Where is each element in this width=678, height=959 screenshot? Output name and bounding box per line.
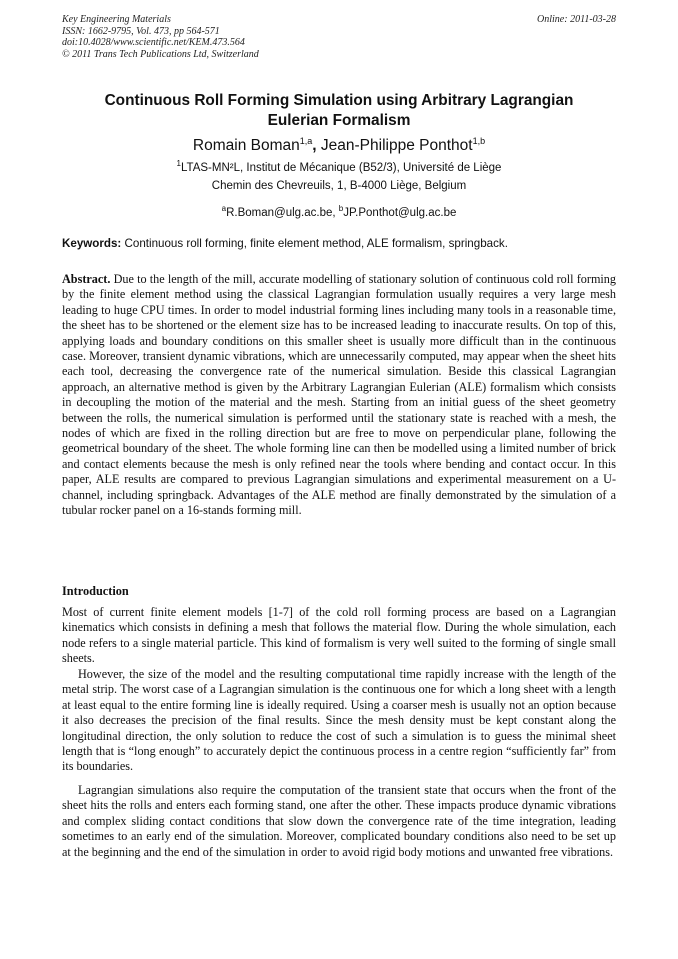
- affiliation-text: LTAS-MN²L, Institut de Mécanique (B52/3), Université de Liège: [181, 161, 502, 174]
- abstract: [62, 272, 616, 519]
- doi-line: doi:10.4028/www.scientific.net/KEM.473.564: [62, 37, 245, 48]
- copyright-line: © 2011 Trans Tech Publications Ltd, Switzerland: [62, 48, 259, 60]
- title-line-2: Eulerian Formalism: [267, 112, 411, 129]
- online-date: Online: 2011-03-28: [537, 14, 616, 25]
- section-heading: Introduction: [62, 584, 129, 598]
- email-superscript: b: [338, 204, 344, 213]
- email-superscript: a: [221, 204, 227, 213]
- author-name: Jean-Philippe Ponthot: [320, 137, 473, 155]
- email-link[interactable]: JP.Ponthot@ulg.ac.be: [343, 206, 457, 219]
- intro-paragraph-2: However, the size of the model and the resulting computational time rapidly increase with the length of the metal strip. The worst case of a Lagrangian simulation is the continuous one for which a long sheet with a length at least equal to the entire forming line is ideally required. Using a coarser mesh is usually not an option because it also decreases the precision of the final results. Since the mesh density must be kept constant along the longitudinal direction, the only solution to reduce the cost of such a simulation is to guess the minimal sheet length that is “long enough” to accurately depict the continuous process in a centre region “sufficiently far” from its boundaries.: [62, 667, 616, 774]
- abstract-text: Due to the length of the mill, accurate modelling of stationary solution of continuous cold roll forming by the finite element method using the classical Lagrangian formulation usually requires a very large mesh leading to huge CPU times. In order to model industrial forming lines including many tools in a reasonable time, the sheet has to be shortened or the element size has to be increased leading to inaccurate results. On top of this, applying loads and boundary conditions on this smaller sheet is usually more difficult than in the continuous case. Moreover, transient dynamic vibrations, which are unnecessarily computed, may appear when the sheet hits each tool, decreasing the convergence rate of the numerical simulation. Beside this classical Lagrangian approach, an alternative method is given by the Arbitrary Lagrangian Eulerian (ALE) formalism which consists in decoupling the motion of the material and the mesh. Starting from an initial guess of the sheet geometry between the rolls, the numerical simulation is performed until the stationary state is reached with a mesh, the nodes of which are fixed in the rolling direction but are free to move on perpendicular plane, following the geometrical boundary of the sheet. The whole forming line can then be modelled using a limited number of brick and contact elements because the mesh is only refined near the tools where bending and contact occur. In this paper, ALE results are compared to previous Lagrangian simulations and experimental measurement on a U-channel, including springback. Advantages of the ALE method are finally demonstrated by the simulation of a tubular rocker panel on a 16-stands forming mill.: [62, 272, 616, 518]
- email-line: [62, 201, 616, 221]
- author-separator: ,: [312, 137, 321, 155]
- intro-paragraph-3: Lagrangian simulations also require the computation of the transient state that occurs when the front of the sheet hits the rolls and enters each forming stand, one after the other. These impacts produce dynamic vibrations and complex sliding contact conditions that slow down the convergence rate of the time integration, leading sometimes to an early end of the simulation. Moreover, complicated boundary conditions also need to be set up at the beginning and the end of the simulation in order to avoid rigid body motions and unwanted free vibrations.: [62, 783, 616, 859]
- affiliation-superscript: 1: [176, 159, 181, 168]
- intro-paragraph-1: Most of current finite element models [1-7] of the cold roll forming process are based on a Lagrangian kinematics which consists in defining a mesh that follows the material flow. During the whole simulation, each node refers to a single material particle. This kind of formalism is very well suited to the forming of single small sheets.: [62, 605, 616, 666]
- keywords-label: Keywords:: [62, 237, 122, 250]
- affiliation-line-1: [62, 156, 616, 176]
- email-link[interactable]: R.Boman@ulg.ac.be,: [226, 206, 339, 219]
- abstract-label: Abstract.: [62, 272, 111, 286]
- author-name: Romain Boman: [192, 137, 300, 155]
- paper-title: [62, 91, 616, 131]
- journal-name: Key Engineering Materials: [62, 14, 171, 25]
- author-superscript: 1,a: [299, 136, 313, 146]
- author-superscript: 1,b: [472, 136, 486, 146]
- journal-header: [62, 14, 616, 60]
- affiliation-line-2: Chemin des Chevreuils, 1, B-4000 Liège, Belgium: [211, 180, 467, 192]
- keywords: [62, 236, 616, 251]
- author-list: [62, 131, 616, 156]
- keywords-text: Continuous roll forming, finite element method, ALE formalism, springback.: [121, 237, 508, 250]
- title-line-1: Continuous Roll Forming Simulation using Arbitrary Lagrangian: [104, 92, 574, 109]
- issn-line: ISSN: 1662-9795, Vol. 473, pp 564-571: [62, 25, 220, 37]
